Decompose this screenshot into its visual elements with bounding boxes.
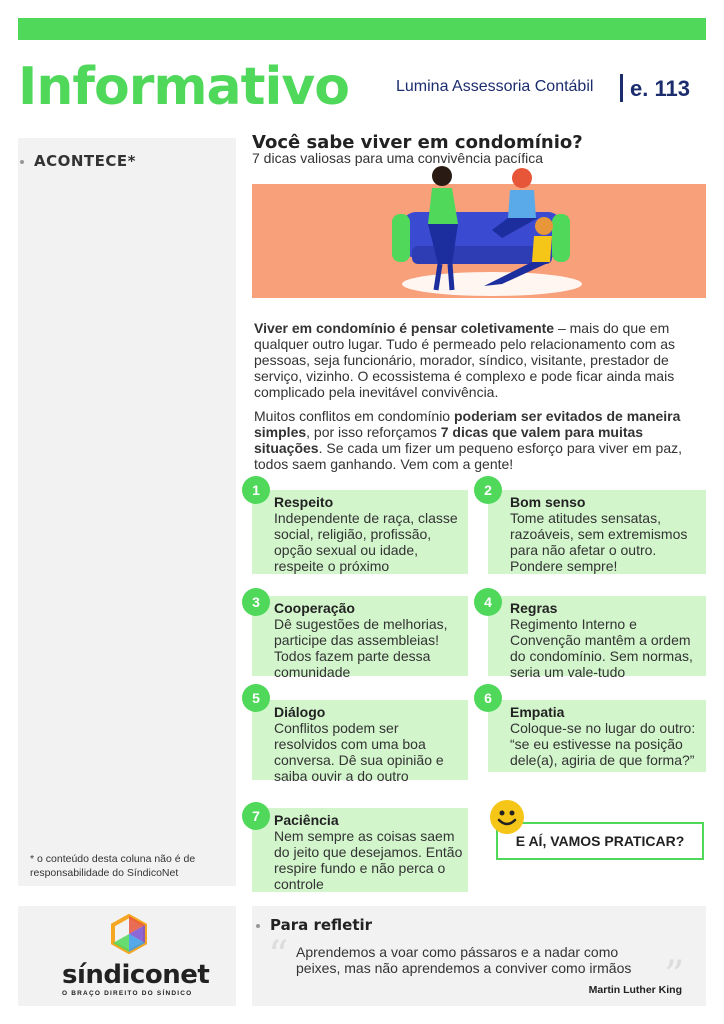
logo-wordmark: síndiconet xyxy=(62,960,210,990)
friends-on-sofa-illustration xyxy=(252,174,706,304)
tip-title: Paciência xyxy=(274,812,339,828)
sidebar-panel xyxy=(18,138,236,886)
para2-bold-a: poderiam ser evitados de maneira simples xyxy=(254,408,681,440)
tip-number-badge: 5 xyxy=(242,684,270,712)
second-paragraph xyxy=(254,408,706,472)
tip-card-2 xyxy=(488,490,706,574)
tip-body: Tome atitudes sensatas, razoáveis, sem extremismos para não afetar o outro. Pondere sempre! xyxy=(510,510,688,574)
para2-text-b: , por isso reforçamos xyxy=(306,424,441,440)
tip-body: Dê sugestões de melhorias, participe das assembleias! Todos fazem parte dessa comunidade xyxy=(274,616,448,680)
tip-card-6 xyxy=(488,700,706,772)
sindiconet-logo-icon xyxy=(110,914,148,954)
sidebar-footnote: * o conteúdo desta coluna não é de responsabilidade do SíndicoNet xyxy=(30,853,196,879)
newsletter-title: Informativo xyxy=(18,57,349,117)
tip-number-badge: 6 xyxy=(474,684,502,712)
sidebar-heading xyxy=(20,152,136,170)
tip-body: Nem sempre as coisas saem do jeito que desejamos. Então respire fundo e não perca o controle xyxy=(274,828,463,892)
tip-body: Regimento Interno e Convenção mantêm a ordem do condomínio. Sem normas, seria um vale-tudo xyxy=(510,616,693,680)
bullet-icon xyxy=(256,924,260,928)
tip-body: Coloque-se no lugar do outro: “se eu estivesse na posição dele(a), agiria de que forma?” xyxy=(510,720,696,768)
tip-number-badge: 1 xyxy=(242,476,270,504)
tip-number-badge: 3 xyxy=(242,588,270,616)
article-title: Você sabe viver em condomínio? xyxy=(252,132,583,153)
tip-title: Empatia xyxy=(510,704,565,720)
bullet-icon xyxy=(20,160,24,164)
intro-paragraph xyxy=(254,320,706,400)
tip-card-4 xyxy=(488,596,706,680)
close-quote-icon: ” xyxy=(664,953,685,999)
para2-text-c: . Se cada um fizer um pequeno esforço para viver em paz, todos saem ganhando. Vem com a gente! xyxy=(254,440,682,472)
tip-card-7 xyxy=(252,808,468,892)
tip-number-badge: 4 xyxy=(474,588,502,616)
illustration-banner xyxy=(252,184,706,298)
sidebar-heading-label: ACONTECE* xyxy=(34,152,136,170)
tip-number-badge: 2 xyxy=(474,476,502,504)
tip-title: Diálogo xyxy=(274,704,326,720)
tip-title: Cooperação xyxy=(274,600,355,616)
smiley-icon xyxy=(490,800,524,834)
intro-text: – mais do que em qualquer outro lugar. Tudo é permeado pelo relacionamento com as pessoas, seja funcionário, morador, síndico, visitante, prestador de serviço, vizinho. O ecossistema é complexo e pode ficar ainda mais complicado pela inevitável convivência. xyxy=(254,320,676,400)
reflect-heading: Para refletir xyxy=(270,916,373,934)
quote-author: Martin Luther King xyxy=(588,984,682,996)
tip-card-1 xyxy=(252,490,468,574)
practice-callout: E AÍ, VAMOS PRATICAR? xyxy=(496,822,704,860)
tip-number-badge: 7 xyxy=(242,802,270,830)
para2-bold-b: 7 dicas que valem para muitas situações xyxy=(254,424,644,456)
para2-text-a: Muitos conflitos em condomínio xyxy=(254,408,454,424)
reflect-quote: Aprendemos a voar como pássaros e a nadar como peixes, mas não aprendemos a conviver como irmãos xyxy=(296,944,632,976)
article-subtitle: 7 dicas valiosas para uma convivência pacífica xyxy=(252,150,544,166)
company-name: Lumina Assessoria Contábil xyxy=(396,78,594,95)
logo-tagline: O BRAÇO DIREITO DO SÍNDICO xyxy=(62,990,193,997)
tip-card-3 xyxy=(252,596,468,680)
edition-number: e. 113 xyxy=(630,76,690,101)
tip-title: Respeito xyxy=(274,494,334,510)
top-green-bar xyxy=(18,18,706,40)
intro-bold-lead: Viver em condomínio é pensar coletivamente xyxy=(254,320,555,336)
tip-body: Conflitos podem ser resolvidos com uma boa conversa. Dê sua opinião e saiba ouvir a do outro xyxy=(274,720,444,784)
tip-body: Independente de raça, classe social, religião, profissão, opção sexual ou idade, respeite o próximo xyxy=(274,510,458,574)
tip-title: Bom senso xyxy=(510,494,586,510)
header-divider xyxy=(620,74,623,102)
open-quote-icon: “ xyxy=(268,933,289,979)
tip-title: Regras xyxy=(510,600,558,616)
tip-card-5 xyxy=(252,700,468,784)
